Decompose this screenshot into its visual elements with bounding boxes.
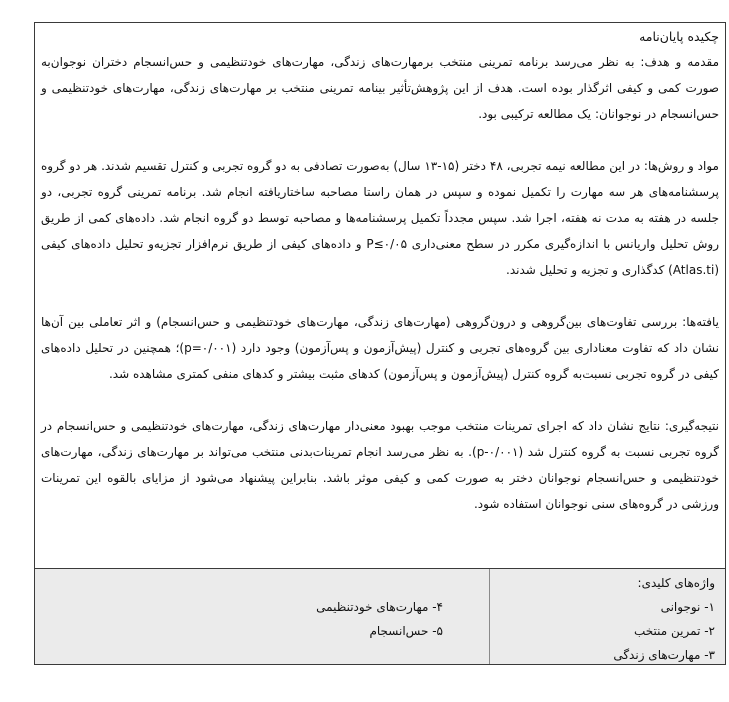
findings-paragraph: یافته‌ها: بررسی تفاوت‌های بین‌گروهی و درون‌گروهی (مهارت‌های زندگی، مهارت‌های خودتنظیمی و حس‌انسجام) و اثر تعاملی بین آن‌ها نشان داد که تفاوت معناداری بین گروه‌های تجربی و کنترل (پیش‌آزمون و پس‌آزمون) وجود دارد (p=۰/۰۰۱)؛ همچنین در تحلیل داده‌های کیفی در گروه تجربی نسبت‌به گروه کنترل (پیش‌آزمون و پس‌آزمون) کدهای مثبت بیشتر و کدهای منفی کمتری مشاهده شد. xyxy=(41,315,720,381)
abstract-frame xyxy=(34,22,726,665)
keyword-item: ۳- مهارت‌های زندگی xyxy=(613,648,715,662)
keyword-item: ۵- حس‌انسجام xyxy=(369,624,443,638)
keywords-left-column xyxy=(35,569,489,664)
intro-paragraph: مقدمه و هدف: به نظر می‌رسد برنامه تمرینی منتخب برمهارت‌های زندگی، مهارت‌های خودتنظیمی و حس‌انسجام دختران نوجوان‌به صورت کمی و کیفی اثرگذار بوده است. هدف از این پژوهش‌تأثیر بینامه تمرینی منتخب بر مهارت‌های زندگی، مهارت‌های خودتنظیمی و حس‌انسجام در نوجوانان: یک مطالعه ترکیبی بود. xyxy=(41,55,719,121)
paragraph-gap xyxy=(41,127,719,153)
keywords-section xyxy=(35,568,725,664)
keyword-item: ۲- تمرین منتخب xyxy=(634,624,715,638)
keyword-item: ۱- نوجوانی xyxy=(660,600,715,614)
keywords-title: واژه‌های کلیدی: xyxy=(637,576,715,590)
paragraph-gap xyxy=(41,283,719,309)
keyword-item: ۴- مهارت‌های خودتنظیمی xyxy=(316,600,443,614)
abstract-heading: چکیده پایان‌نامه xyxy=(639,29,719,44)
abstract-section xyxy=(35,23,725,568)
paragraph-gap xyxy=(41,387,719,413)
conclusion-paragraph: نتیجه‌گیری: نتایج نشان داد که اجرای تمرینات منتخب موجب بهبود معنی‌دار مهارت‌های زندگی، مهارت‌های خودتنظیمی و حس‌انسجام در گروه تجربی نسبت به گروه کنترل شد (p-۰/۰۰۱). به نظر می‌رسد انجام تمرینات‌بدنی منتخب می‌تواند بر مهارت‌های زندگی، مهارت‌های خودتنظیمی و حس‌انسجام نوجوانان دختر به صورت کمی و کیفی موثر باشد. بنابراین پیشنهاد می‌شود از مزایای بالقوه این تمرینات ورزشی در گروه‌های سنی نوجوانان استفاده شود. xyxy=(41,419,719,511)
keywords-right-column xyxy=(489,569,725,664)
methods-paragraph: مواد و روش‌ها: در این مطالعه نیمه تجربی، ۴۸ دختر (۱۵-۱۳ سال) به‌صورت تصادفی به دو گروه تجربی و کنترل تقسیم شدند. هر دو گروه پرسشنامه‌های هر سه مهارت را تکمیل نموده و سپس در همان راستا مصاحبه ساختاریافته انجام شد. برنامه تمرینی گروه تجربی، دو جلسه در هفته به مدت نه هفته، اجرا شد. سپس مجدداً تکمیل پرسشنامه‌ها و مصاحبه توسط دو گروه انجام شد. داده‌های کمی از طریق روش تحلیل واریانس با اندازه‌گیری مکرر در سطح معنی‌داری P≤۰/۰۵ و داده‌های کیفی از طریق نرم‌افزار تجزیه‌و تحلیل داده‌های کیفی (Atlas.ti) کدگذاری و تجزیه و تحلیل شدند. xyxy=(41,159,719,277)
